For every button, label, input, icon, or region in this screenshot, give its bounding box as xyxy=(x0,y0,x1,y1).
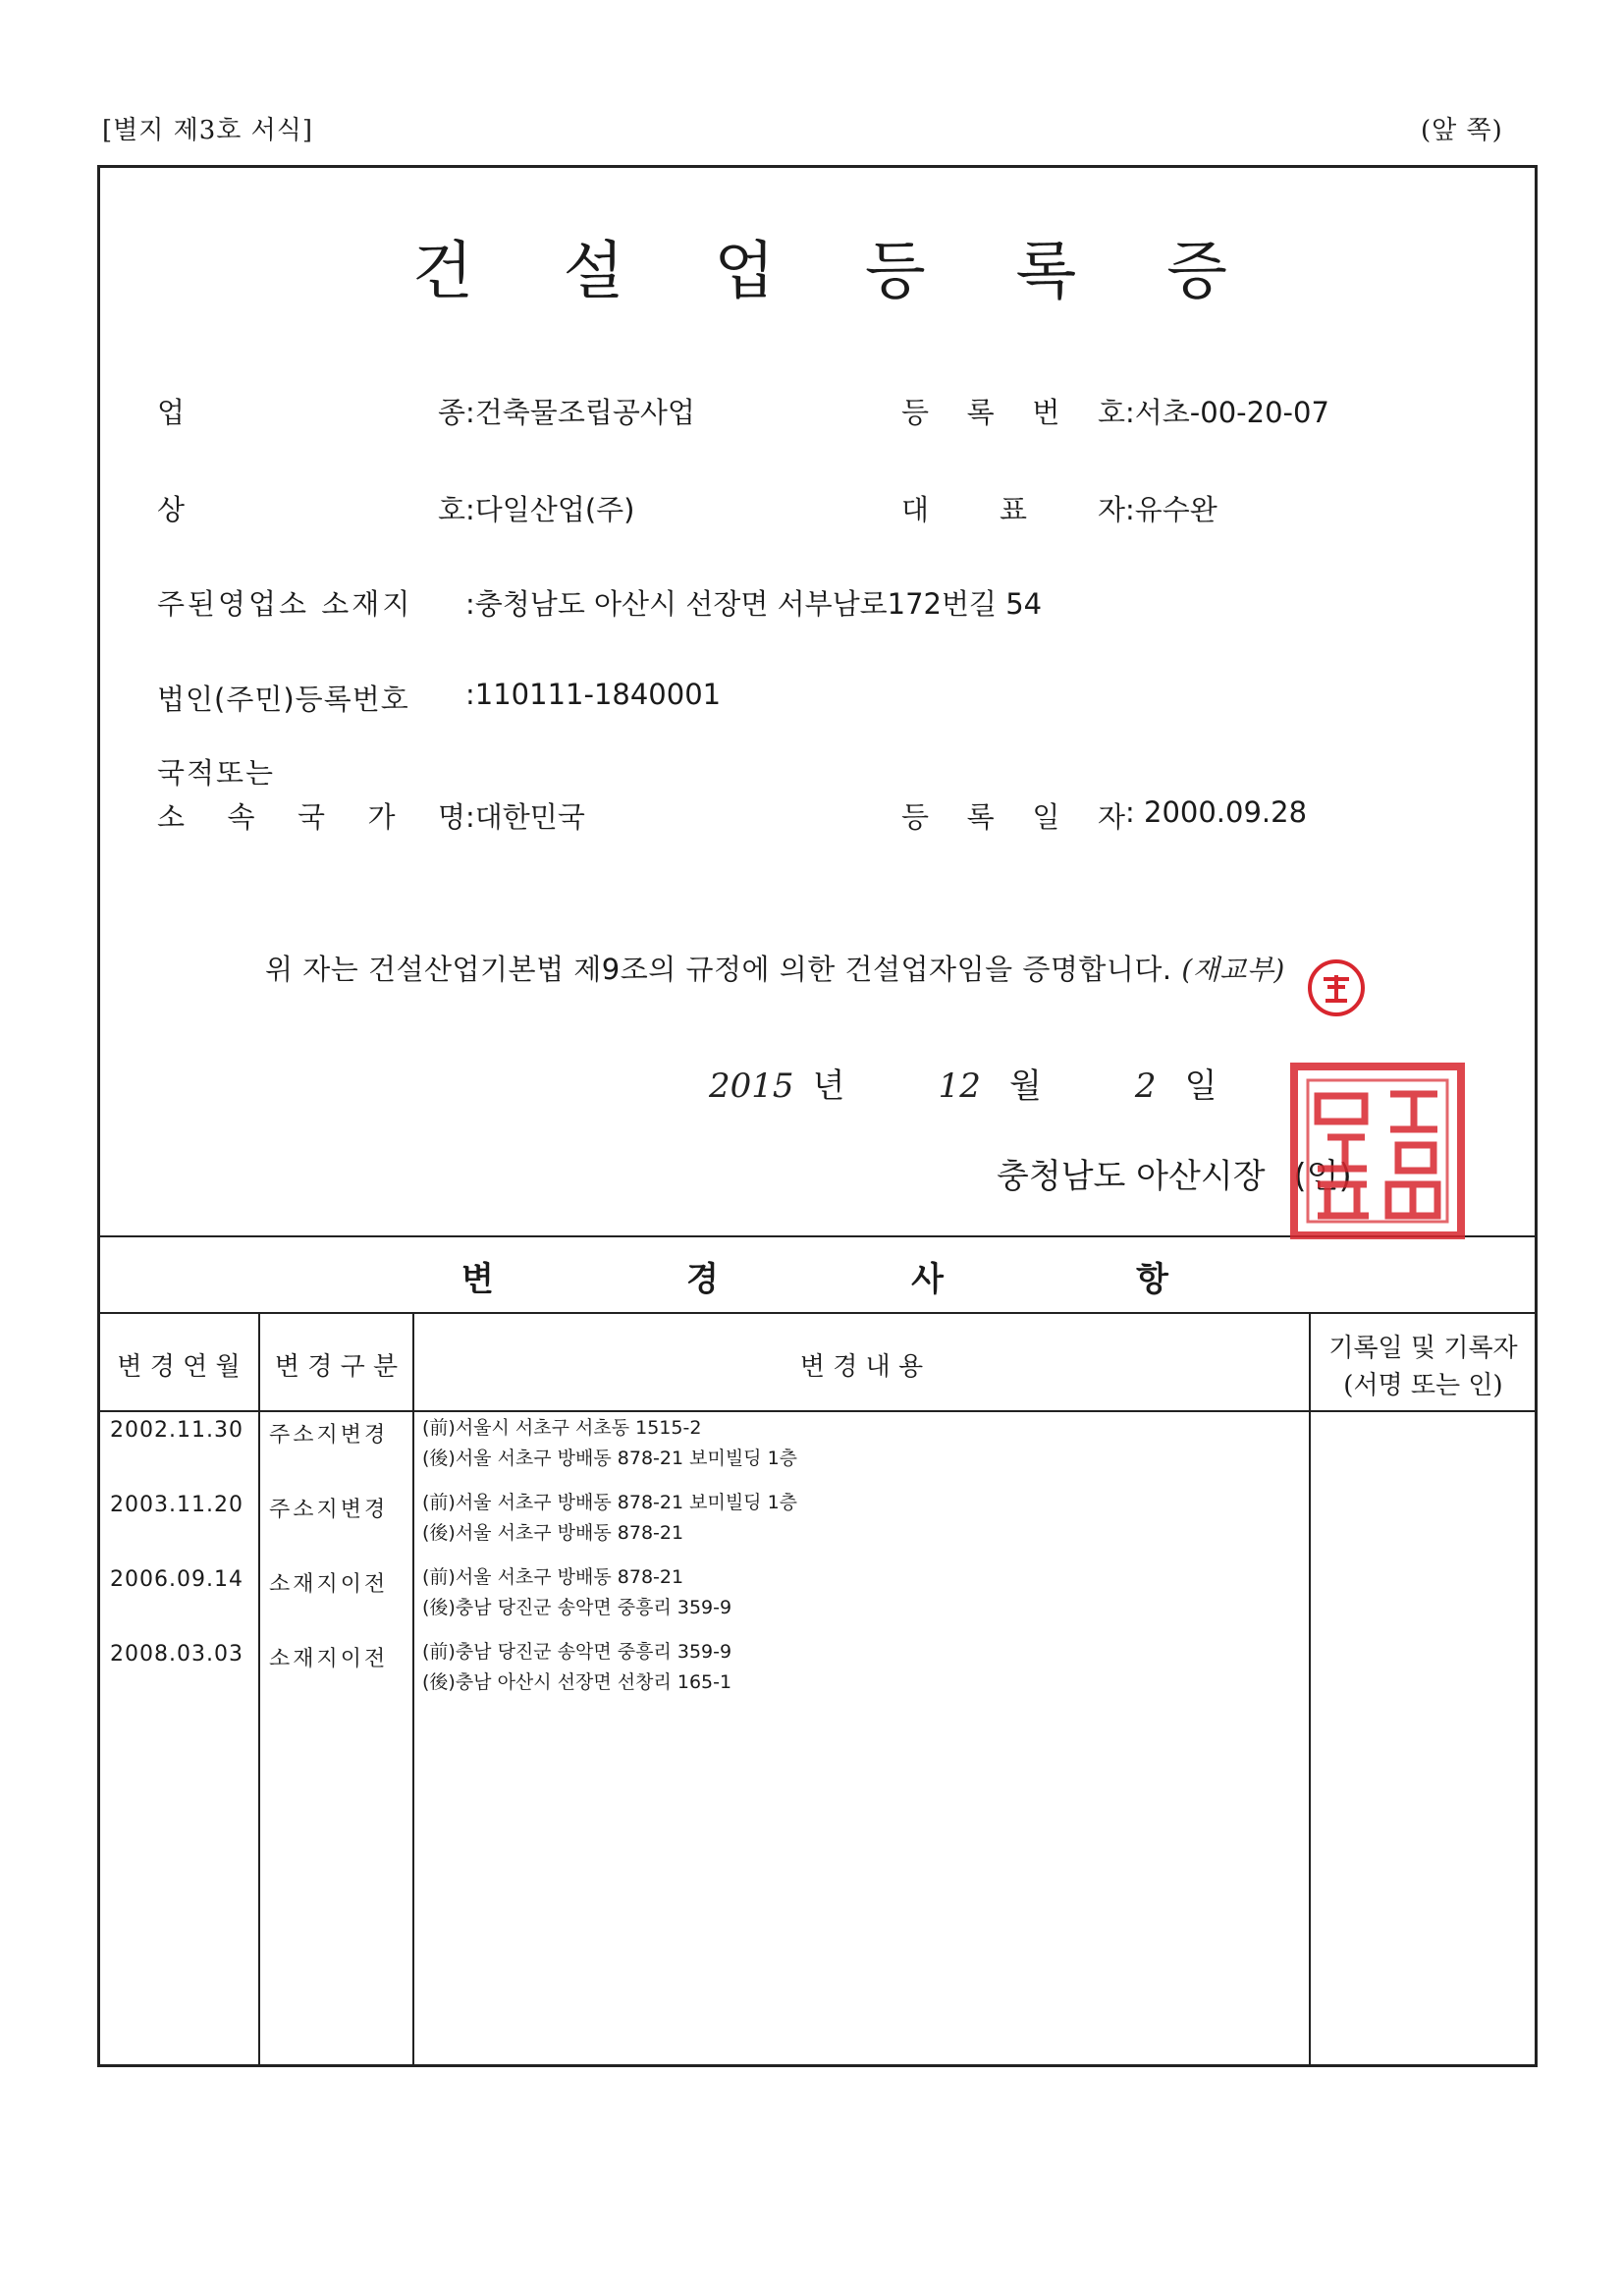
title-char: 업 xyxy=(714,236,776,308)
table-row-content: (前)서울 서초구 방배동 878-21 (後)충남 당진군 송악면 중흥리 359-9 xyxy=(422,1566,732,1618)
table-row-date: 2003.11.20 xyxy=(110,1493,243,1517)
correction-stamp-icon xyxy=(1306,957,1367,1018)
column-header-type: 변 경 구 분 xyxy=(274,1352,399,1382)
column-divider xyxy=(1309,1312,1311,2065)
certification-text: 위 자는 건설산업기본법 제9조의 규정에 의한 건설업자임을 증명합니다. (재교부) xyxy=(265,953,1285,986)
official-seal-icon xyxy=(1288,1061,1467,1241)
column-divider xyxy=(258,1312,260,2065)
office-address-label: 주된영업소 소재지 xyxy=(157,587,413,621)
registration-date-value: : 2000.09.28 xyxy=(1125,795,1308,829)
changes-section-title: 변 경 사 항 xyxy=(461,1260,1168,1299)
table-row-type: 주소지변경 xyxy=(269,1423,389,1448)
issue-day: 2 xyxy=(1134,1066,1157,1106)
form-number-label: [별지 제3호 서식] xyxy=(102,116,314,145)
registration-number-value: :서초-00-20-07 xyxy=(1125,396,1329,429)
title-char: 증 xyxy=(1166,236,1227,308)
title-char: 설 xyxy=(563,236,624,308)
issuer-seal-mark: (인) xyxy=(1293,1157,1352,1196)
document-title xyxy=(412,221,1227,311)
issuer-name: 충청남도 아산시장 (인) xyxy=(997,1157,1352,1196)
table-row-date: 2002.11.30 xyxy=(110,1418,243,1443)
table-row-type: 소재지이전 xyxy=(269,1572,389,1597)
corporate-number-value: :110111-1840001 xyxy=(465,678,722,711)
office-address-value: :충청남도 아산시 선장면 서부남로172번길 54 xyxy=(465,587,1043,621)
table-row-content: (前)서울 서초구 방배동 878-21 보미빌딩 1층 (後)서울 서초구 방배동 878-21 xyxy=(422,1492,798,1544)
table-top-border xyxy=(97,1312,1538,1314)
column-header-record: 기록일 및 기록자 xyxy=(1328,1334,1518,1363)
corporate-number-label: 법인(주민)등록번호 xyxy=(157,683,409,716)
column-header-content: 변 경 내 용 xyxy=(799,1352,924,1382)
nationality-label: 소 속 국 가 명 xyxy=(157,800,465,834)
column-header-record-sub: (서명 또는 인) xyxy=(1343,1371,1503,1400)
table-row-content: (前)서울시 서초구 서초동 1515-2 (後)서울 서초구 방배동 878-21 보미빌딩 1층 xyxy=(422,1417,798,1469)
title-char: 건 xyxy=(412,236,473,308)
reissue-annotation: (재교부) xyxy=(1181,954,1285,986)
column-header-date: 변 경 연 월 xyxy=(117,1352,241,1382)
table-header-divider xyxy=(97,1410,1538,1412)
representative-label: 대 표 자 xyxy=(901,493,1125,526)
title-char: 등 xyxy=(864,236,926,308)
table-row-date: 2008.03.03 xyxy=(110,1642,243,1667)
issue-date: 2015 년 12 월 2 일 xyxy=(709,1066,1217,1106)
table-row-date: 2006.09.14 xyxy=(110,1567,243,1592)
issue-month: 12 xyxy=(938,1066,981,1106)
issue-year: 2015 xyxy=(709,1066,794,1106)
table-row-type: 소재지이전 xyxy=(269,1647,389,1671)
registration-number-label: 등 록 번 호 xyxy=(901,396,1125,429)
table-row-content: (前)충남 당진군 송악면 중흥리 359-9 (後)충남 아산시 선장면 선창리 165-1 xyxy=(422,1641,732,1693)
registration-date-label: 등 록 일 자 xyxy=(901,800,1125,834)
business-type-label: 업 종 xyxy=(157,396,465,429)
representative-value: :유수완 xyxy=(1125,493,1217,526)
table-row-type: 주소지변경 xyxy=(269,1498,389,1522)
trade-name-value: :다일산업(주) xyxy=(465,493,635,526)
front-side-label: (앞 쪽) xyxy=(1421,116,1503,145)
business-type-value: :건축물조립공사업 xyxy=(465,396,695,429)
nationality-value: :대한민국 xyxy=(465,800,585,834)
trade-name-label: 상 호 xyxy=(157,493,465,526)
title-char: 록 xyxy=(1015,236,1077,308)
column-divider xyxy=(412,1312,414,2065)
nationality-label-line1: 국적또는 xyxy=(157,756,276,790)
